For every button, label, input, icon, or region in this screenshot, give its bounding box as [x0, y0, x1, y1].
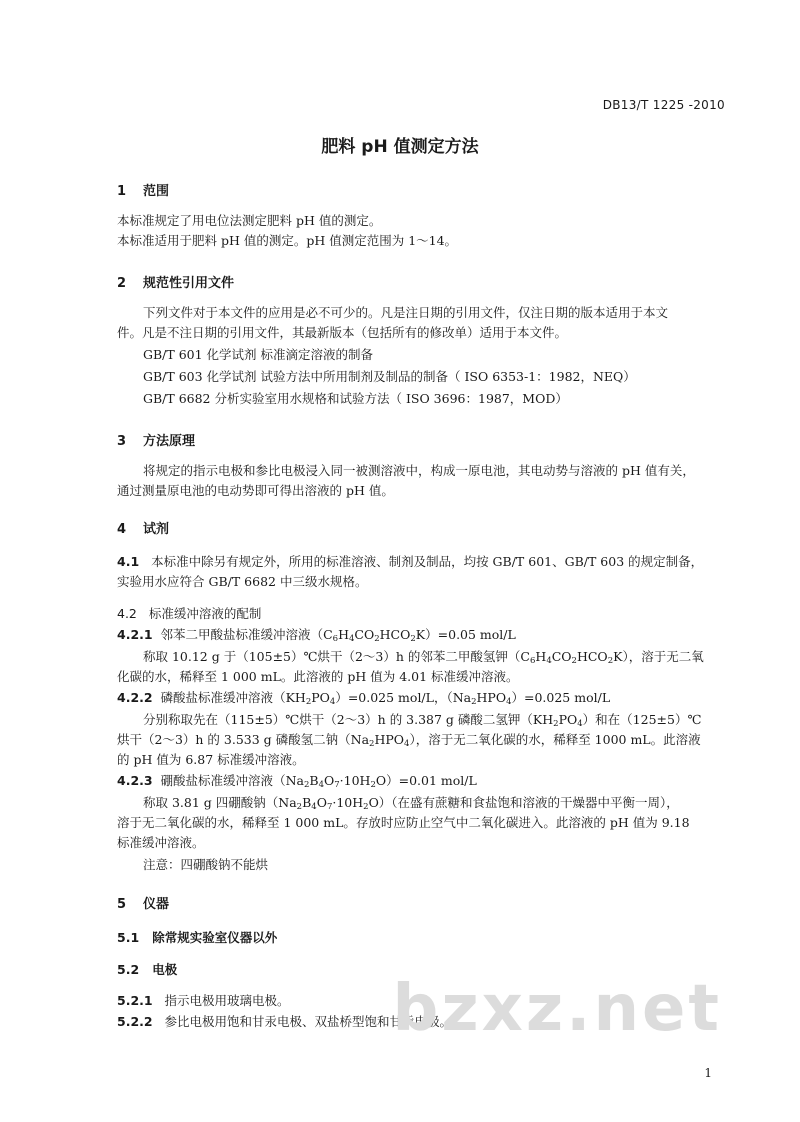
- clause-5-1: 5.1 除常规实验室仪器以外: [117, 930, 278, 945]
- clause-4-2-3-line-1: 称取 3.81 g 四硼酸钠$(Na_2B_4O_7\cdot 10H_2O)$（在盛有蔗糖和食盐饱和溶液的干燥器中平衡一周），: [143, 795, 679, 812]
- standard-number: DB13/T 1225 -2010: [602, 98, 725, 112]
- clause-4-2-2-line-3: 的 pH 值为 6.87 标准缓冲溶液。: [117, 752, 305, 767]
- clause-4-2-heading: 4.2 标准缓冲溶液的配制: [117, 606, 262, 621]
- clause-5-2-2: 5.2.2 参比电极用饱和甘汞电极、双盐桥型饱和甘汞电极。: [117, 1014, 453, 1029]
- clause-4-2-3-line-3: 标准缓冲溶液。: [117, 835, 205, 850]
- section-5-heading: 5 仪器: [117, 897, 170, 912]
- clause-4-2-1-line-1: 称取 10.12 g 于（105±5）℃烘干（2～3）h 的邻苯二甲酸氢钾$(C_6H_4CO_2HCO_2K)$，溶于无二氧: [143, 649, 704, 666]
- clause-4-2-2-line-1: 分别称取先在（115±5）℃烘干（2～3）h 的 3.387 g 磷酸二氢钾$(KH_2PO_4)$和在（125±5）℃: [143, 712, 702, 729]
- clause-4-1-line-2: 实验用水应符合 GB/T 6682 中三级水规格。: [117, 574, 368, 589]
- reference-item: GB/T 601 化学试剂 标准滴定溶液的制备: [143, 347, 373, 362]
- clause-4-2-2-heading: 4.2.2 磷酸盐标准缓冲溶液$(KH_2PO_4)=0.025$ mol/L，$(Na_2HPO_4)=0.025$ mol/L: [117, 690, 611, 707]
- clause-5-2: 5.2 电极: [117, 962, 178, 977]
- s1-paragraph-2: 本标准适用于肥料 pH 值的测定。pH 值测定范围为 1～14。: [117, 233, 458, 248]
- reference-item: GB/T 6682 分析实验室用水规格和试验方法（ ISO 3696：1987，MOD）: [143, 391, 568, 406]
- page-number: 1: [704, 1066, 712, 1080]
- clause-4-1-line-1: 4.1 本标准中除另有规定外，所用的标准溶液、制剂及制品，均按 GB/T 601、GB/T 603 的规定制备，: [117, 554, 704, 569]
- clause-4-2-3-heading: 4.2.3 硼酸盐标准缓冲溶液$(Na_2B_4O_7\cdot 10H_2O)=0.01$ mol/L: [117, 773, 477, 790]
- s2-paragraph-line-2: 件。凡是不注日期的引用文件，其最新版本（包括所有的修改单）适用于本文件。: [117, 325, 568, 340]
- clause-4-2-3-line-2: 溶于无二氧化碳的水，稀释至 1 000 mL。存放时应防止空气中二氧化碳进入。此溶液的 pH 值为 9.18: [117, 815, 690, 830]
- reference-item: GB/T 603 化学试剂 试验方法中所用制剂及制品的制备（ ISO 6353-1：1982，NEQ）: [143, 369, 636, 384]
- section-4-heading: 4 试剂: [117, 522, 170, 537]
- s1-paragraph-1: 本标准规定了用电位法测定肥料 pH 值的测定。: [117, 213, 382, 228]
- section-1-heading: 1 范围: [117, 184, 170, 199]
- clause-5-2-1: 5.2.1 指示电极用玻璃电极。: [117, 993, 290, 1008]
- section-2-heading: 2 规范性引用文件: [117, 276, 235, 291]
- clause-4-2-1-heading: 4.2.1 邻苯二甲酸盐标准缓冲溶液$(C_6H_4CO_2HCO_2K)=0.05$ mol/L: [117, 627, 516, 644]
- note: 注意：四硼酸钠不能烘: [143, 857, 269, 872]
- clause-4-2-2-line-2: 烘干（2～3）h 的 3.533 g 磷酸氢二钠$(Na_2HPO_4)$，溶于无二氧化碳的水，稀释至 1000 mL。此溶液: [117, 732, 701, 749]
- s2-paragraph-line-1: 下列文件对于本文件的应用是必不可少的。凡是注日期的引用文件，仅注日期的版本适用于本文: [143, 305, 669, 320]
- clause-4-2-1-line-2: 化碳的水，稀释至 1 000 mL。此溶液的 pH 值为 4.01 标准缓冲溶液。: [117, 669, 519, 684]
- section-3-heading: 3 方法原理: [117, 434, 196, 449]
- s3-paragraph-line-1: 将规定的指示电极和参比电极浸入同一被测溶液中，构成一原电池，其电动势与溶液的 pH 值有关，: [143, 463, 695, 478]
- s3-paragraph-line-2: 通过测量原电池的电动势即可得出溶液的 pH 值。: [117, 483, 394, 498]
- document-title: 肥料 pH 值测定方法: [321, 137, 479, 157]
- watermark: bzxz.net: [392, 972, 722, 1046]
